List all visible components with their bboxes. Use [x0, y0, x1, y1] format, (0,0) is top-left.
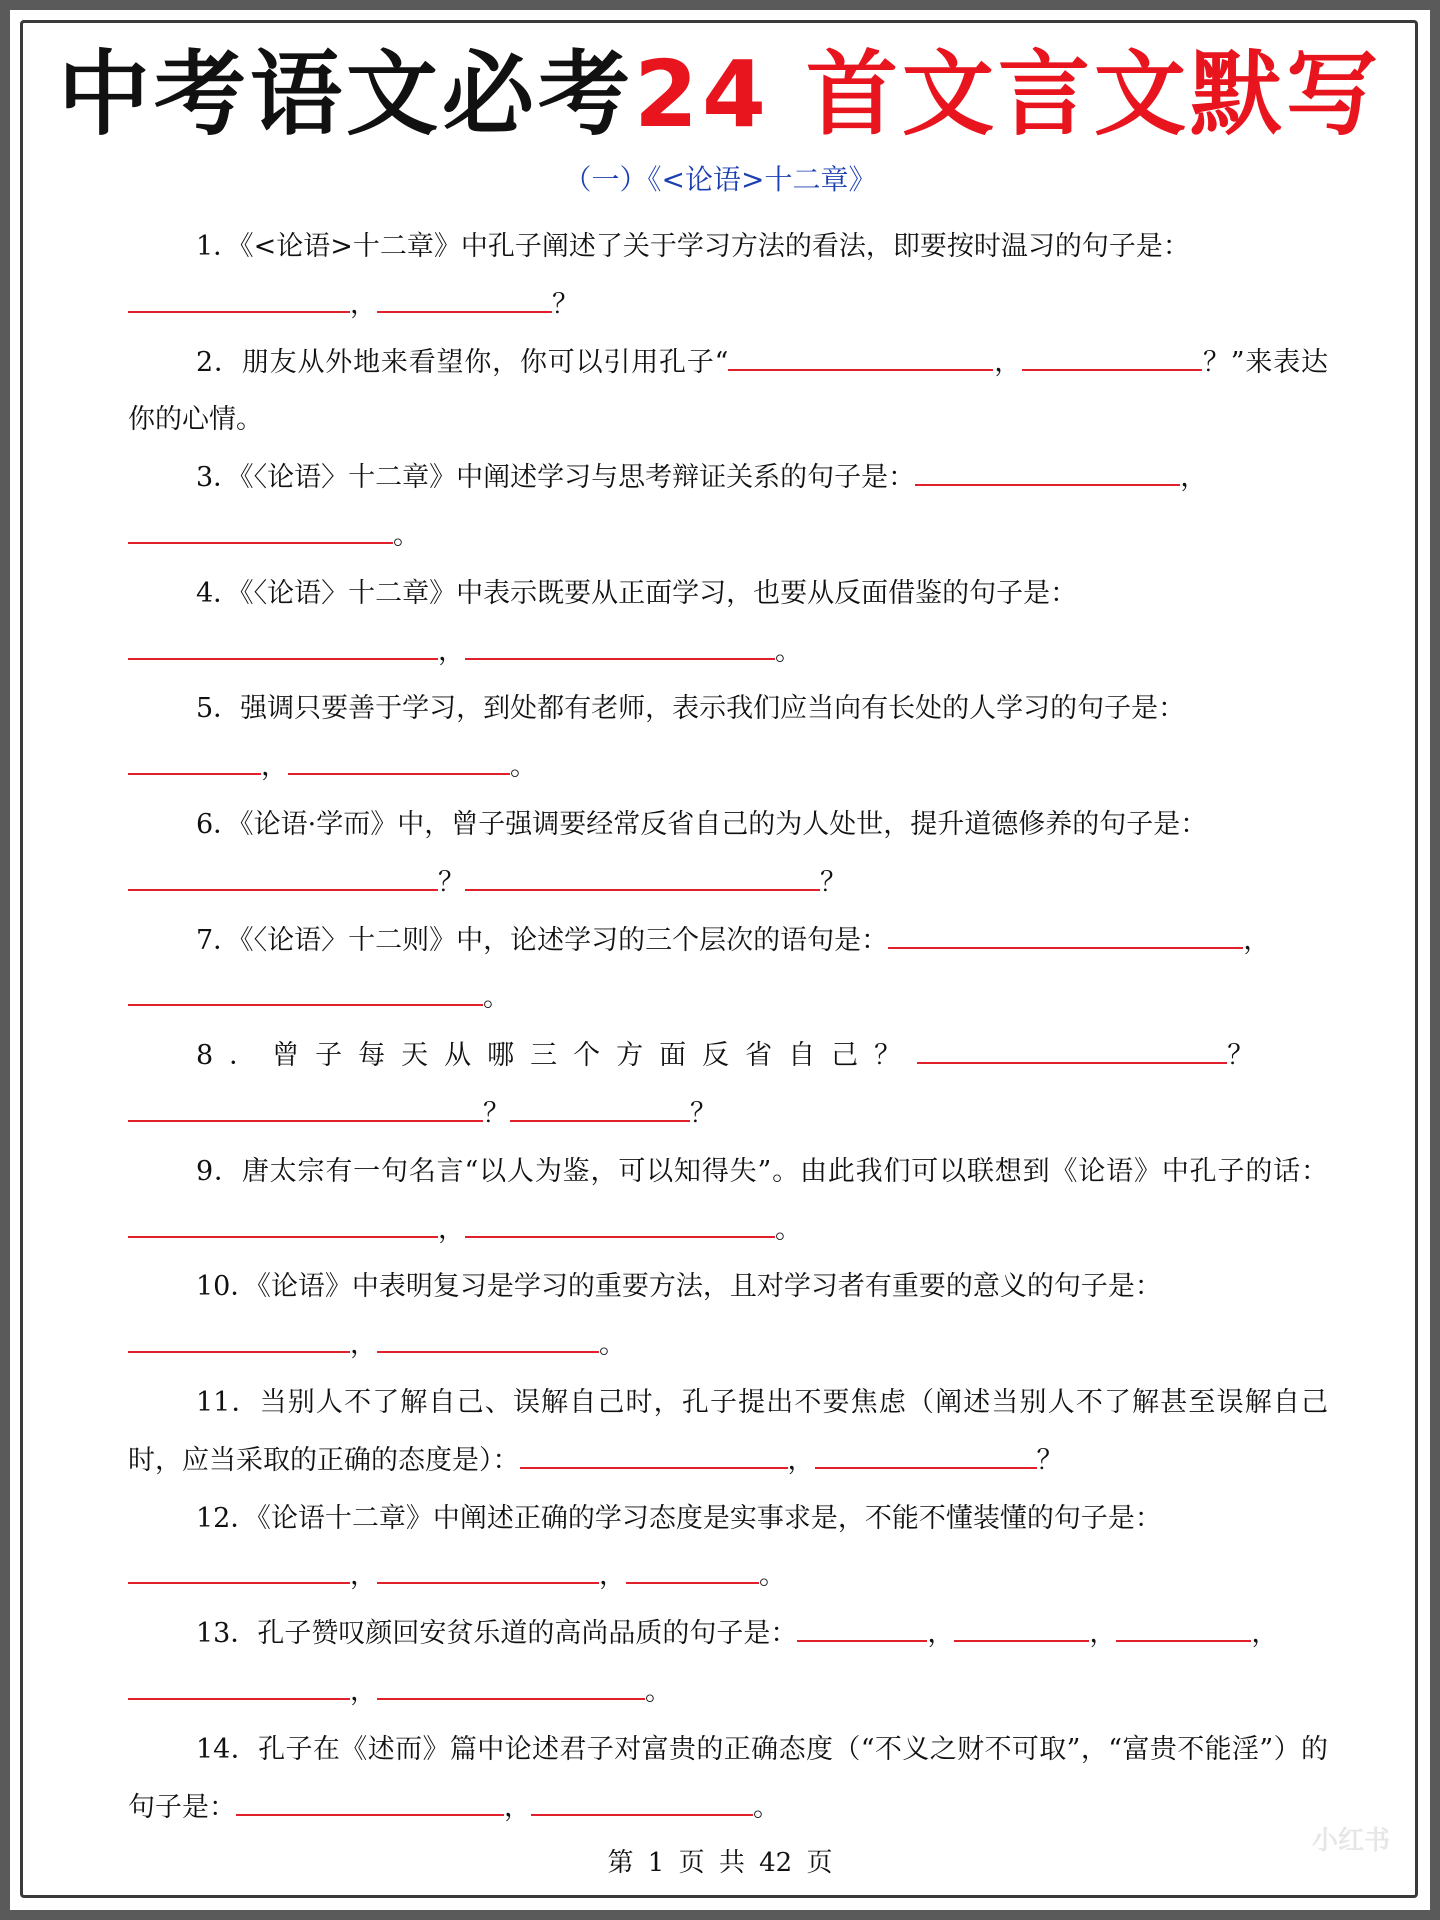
answer-blank[interactable] — [954, 1616, 1089, 1642]
title-black: 中考语文必考 — [57, 41, 634, 148]
answer-blank[interactable] — [128, 1096, 483, 1122]
answer-blank[interactable] — [128, 865, 438, 891]
answer-blank[interactable] — [465, 634, 775, 660]
page-title — [10, 40, 1430, 150]
answer-blank[interactable] — [797, 1616, 927, 1642]
answer-blank[interactable] — [377, 1327, 599, 1353]
question-4: 4．《〈论语〉十二章》中表示既要从正面学习，也要从反面借鉴的句子是： ， 。 — [128, 565, 1328, 681]
question-8: 8．曾子每天从哪三个方面反省自己？ ？ ？ ？ — [128, 1027, 1328, 1143]
answer-blank[interactable] — [465, 865, 820, 891]
question-11: 11．当别人不了解自己、误解自己时，孔子提出不要焦虑（阐述当别人不了解甚至误解自己时，应当采取的正确的态度是）： ， ？ — [128, 1386, 1328, 1476]
answer-blank[interactable] — [465, 1212, 775, 1238]
answer-blank[interactable] — [531, 1790, 753, 1816]
answer-blank[interactable] — [288, 749, 510, 775]
question-list — [128, 218, 1328, 1836]
question-10: 10．《论语》中表明复习是学习的重要方法，且对学习者有重要的意义的句子是： ， 。 — [128, 1258, 1328, 1374]
answer-blank[interactable] — [626, 1558, 759, 1584]
title-red: 24 首文言文默写 — [633, 41, 1383, 148]
section-subtitle: （一）《<论语>十二章》 — [563, 163, 877, 196]
answer-blank[interactable] — [377, 1558, 599, 1584]
answer-blank[interactable] — [728, 345, 993, 371]
answer-blank[interactable] — [128, 287, 350, 313]
answer-blank[interactable] — [236, 1790, 504, 1816]
answer-blank[interactable] — [128, 749, 261, 775]
answer-blank[interactable] — [128, 1327, 350, 1353]
answer-blank[interactable] — [1116, 1616, 1251, 1642]
question-1: 1．《<论语>十二章》中孔子阐述了关于学习方法的看法，即要按时温习的句子是： ， ？ — [128, 218, 1328, 334]
answer-blank[interactable] — [377, 1674, 645, 1700]
question-9: 9．唐太宗有一句名言“以人为鉴，可以知得失”。由此我们可以联想到《论语》中孔子的话：， 。 — [128, 1143, 1328, 1259]
answer-blank[interactable] — [1022, 345, 1202, 371]
question-3: 3．《〈论语〉十二章》中阐述学习与思考辩证关系的句子是： ， 。 — [128, 449, 1328, 565]
question-6: 6．《论语·学而》中，曾子强调要经常反省自己的为人处世，提升道德修养的句子是： ？ ？ — [128, 796, 1328, 912]
question-7: 7．《〈论语〉十二则》中，论述学习的三个层次的语句是： ， 。 — [128, 912, 1328, 1028]
page-number: 第 1 页 共 42 页 — [607, 1848, 833, 1878]
answer-blank[interactable] — [915, 460, 1180, 486]
answer-blank[interactable] — [888, 923, 1243, 949]
answer-blank[interactable] — [520, 1443, 788, 1469]
answer-blank[interactable] — [815, 1443, 1037, 1469]
question-14: 14．孔子在《述而》篇中论述君子对富贵的正确态度（“不义之财不可取”，“富贵不能淫”）的句子是： ， 。 — [128, 1733, 1328, 1823]
answer-blank[interactable] — [128, 518, 393, 544]
answer-blank[interactable] — [510, 1096, 690, 1122]
answer-blank[interactable] — [128, 634, 438, 660]
document-page — [10, 10, 1430, 1910]
answer-blank[interactable] — [128, 1674, 350, 1700]
question-5: 5．强调只要善于学习，到处都有老师，表示我们应当向有长处的人学习的句子是： ， 。 — [128, 680, 1328, 796]
question-2: 2．朋友从外地来看望你，你可以引用孔子“ ， ？”来表达你的心情。 — [128, 346, 1329, 436]
answer-blank[interactable] — [128, 1212, 438, 1238]
watermark-logo: 小红书 — [1311, 1826, 1390, 1856]
answer-blank[interactable] — [917, 1038, 1227, 1064]
question-12: 12．《论语十二章》中阐述正确的学习态度是实事求是，不能不懂装懂的句子是： ， ， 。 — [128, 1490, 1328, 1606]
answer-blank[interactable] — [128, 1558, 350, 1584]
answer-blank[interactable] — [128, 980, 483, 1006]
answer-blank[interactable] — [377, 287, 552, 313]
question-13: 13．孔子赞叹颜回安贫乐道的高尚品质的句子是： ， ， ， ， 。 — [128, 1605, 1328, 1721]
